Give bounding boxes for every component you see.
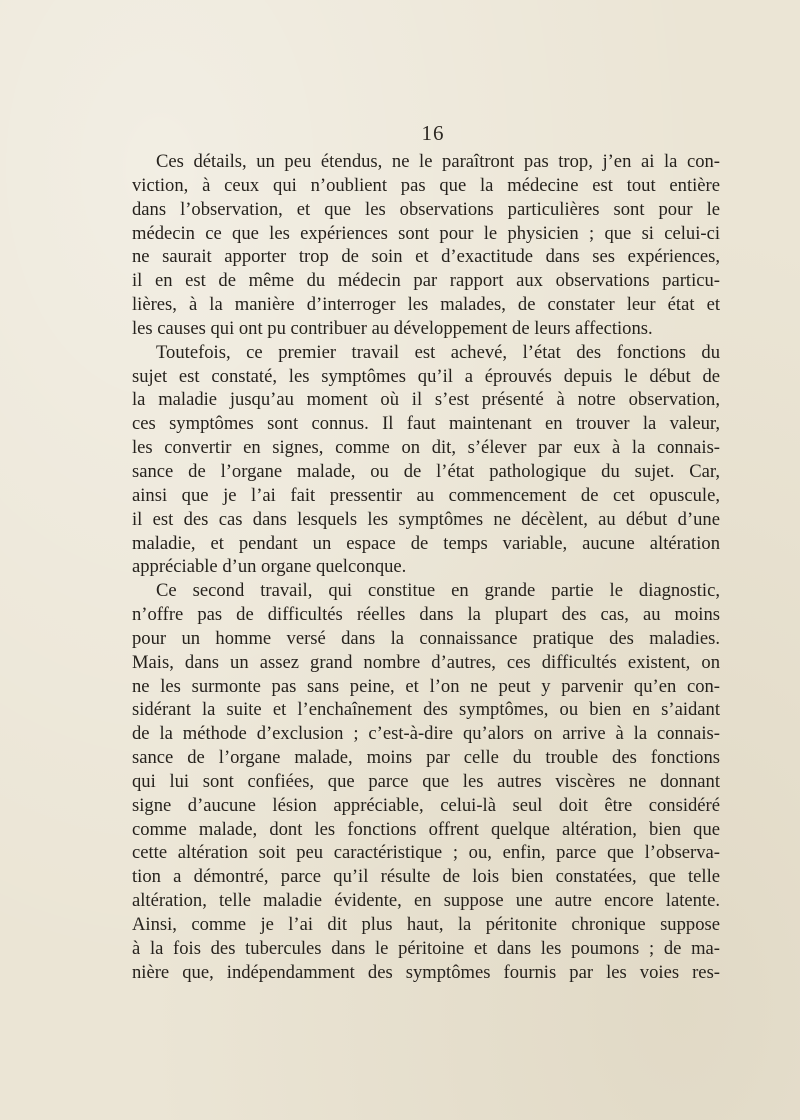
text-line: maladie, et pendant un espace de temps variable, aucune altération: [132, 532, 720, 554]
text-line: viction, à ceux qui n’oublient pas que la médecine est tout entière: [132, 174, 720, 196]
text-line: la maladie jusqu’au moment où il s’est présenté à notre observation,: [132, 389, 720, 411]
text-line: ainsi que je l’ai fait pressentir au commencement de cet opuscule,: [132, 484, 720, 506]
text-line: comme malade, dont les fonctions offrent quelque altération, bien que: [132, 818, 720, 840]
text-line: cette altération soit peu caractéristique ; ou, enfin, parce que l’observa-: [132, 842, 720, 864]
text-line: dans l’observation, et que les observations particulières sont pour le: [132, 198, 720, 220]
text-line: les causes qui ont pu contribuer au développement de leurs affections.: [132, 317, 653, 339]
text-line: tion a démontré, parce qu’il résulte de lois bien constatées, que telle: [132, 866, 720, 888]
text-line: il en est de même du médecin par rapport aux observations particu-: [132, 270, 720, 292]
text-line: altération, telle maladie évidente, en suppose une autre encore latente.: [132, 890, 720, 912]
body-text: [132, 150, 720, 985]
text-line: ne saurait apporter trop de soin et d’exactitude dans ses expériences,: [132, 246, 720, 268]
text-line: appréciable d’un organe quelconque.: [132, 556, 407, 578]
text-line: Ainsi, comme je l’ai dit plus haut, la péritonite chronique suppose: [132, 914, 720, 935]
text-line: signe d’aucune lésion appréciable, celui-là seul doit être considéré: [132, 794, 720, 816]
text-line: sidérant la suite et l’enchaînement des symptômes, ou bien en s’aidant: [132, 699, 720, 721]
text-line: Mais, dans un assez grand nombre d’autres, ces difficultés existent, on: [132, 651, 720, 673]
text-line: qui lui sont confiées, que parce que les autres viscères ne donnant: [132, 770, 720, 792]
text-line: n’offre pas de difficultés réelles dans la plupart des cas, au moins: [132, 604, 720, 626]
text-line: pour un homme versé dans la connaissance pratique des maladies.: [132, 627, 720, 649]
text-line: de la méthode d’exclusion ; c’est-à-dire qu’alors on arrive à la connais-: [132, 723, 720, 745]
text-line: sujet est constaté, les symptômes qu’il a éprouvés depuis le début de: [132, 365, 720, 387]
text-line: médecin ce que les expériences sont pour le physicien ; que si celui-ci: [132, 222, 720, 244]
text-line: Toutefois, ce premier travail est achevé, l’état des fonctions du: [156, 341, 720, 363]
text-line: il est des cas dans lesquels les symptômes ne décèlent, au début d’une: [132, 508, 720, 530]
text-line: sance de l’organe malade, moins par celle du trouble des fonctions: [132, 747, 720, 769]
text-line: Ce second travail, qui constitue en grande partie le diagnostic,: [156, 580, 720, 602]
text-line: ces symptômes sont connus. Il faut maintenant en trouver la valeur,: [132, 413, 720, 435]
text-line: Ces détails, un peu étendus, ne le paraîtront pas trop, j’en ai la con-: [156, 151, 720, 172]
text-line: nière que, indépendamment des symptômes fournis par les voies res-: [132, 961, 720, 983]
text-line: ne les surmonte pas sans peine, et l’on ne peut y parvenir qu’en con-: [132, 675, 720, 697]
page-number: 16: [421, 121, 445, 145]
text-line: à la fois des tubercules dans le péritoine et dans les poumons ; de ma-: [132, 937, 720, 959]
text-line: lières, à la manière d’interroger les malades, de constater leur état et: [132, 294, 720, 316]
text-line: les convertir en signes, comme on dit, s’élever par eux à la connais-: [132, 437, 720, 459]
text-line: sance de l’organe malade, ou de l’état pathologique du sujet. Car,: [132, 460, 720, 482]
